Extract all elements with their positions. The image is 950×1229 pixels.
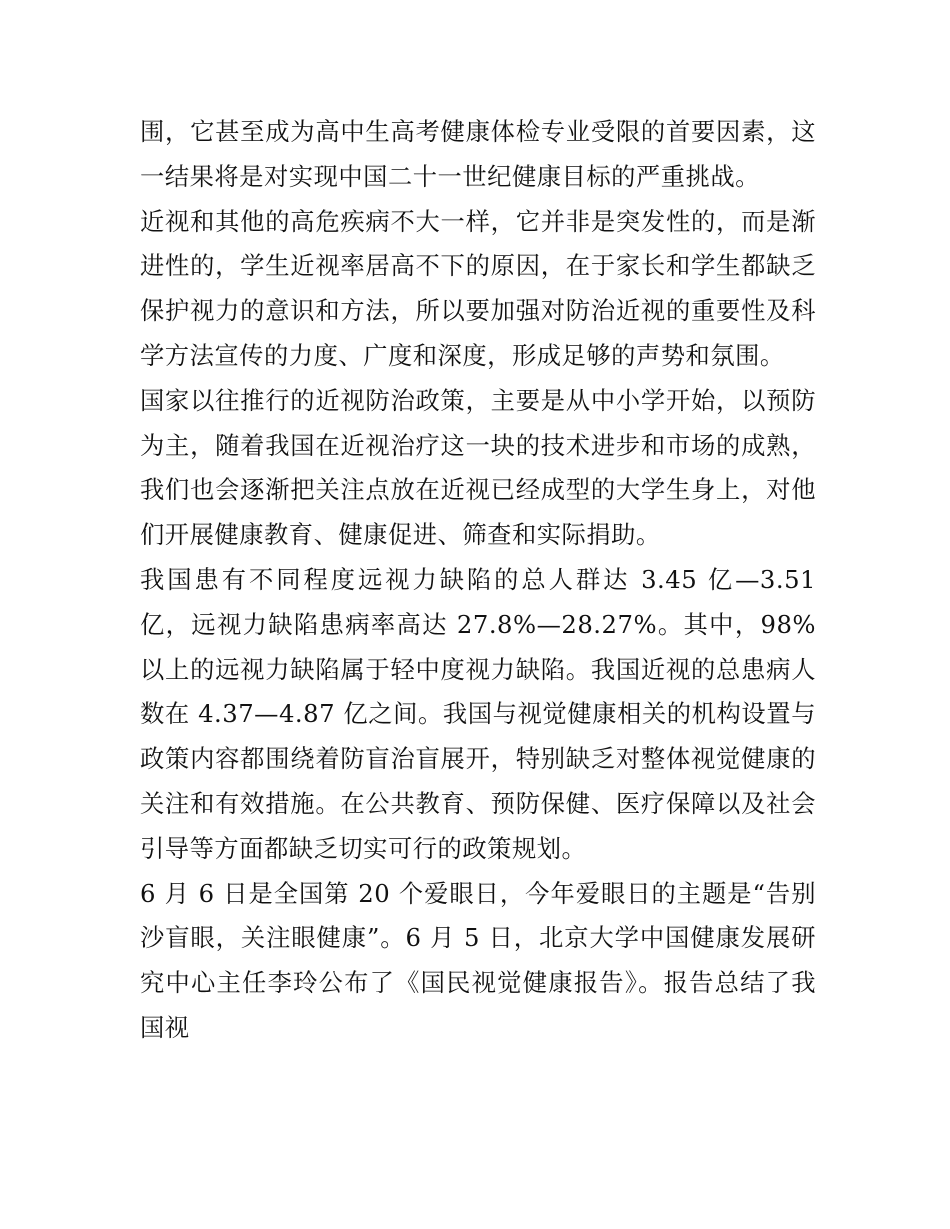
- document-body: [140, 110, 816, 1051]
- paragraph-1: 围，它甚至成为高中生高考健康体检专业受限的首要因素，这一结果将是对实现中国二十一世纪健康目标的严重挑战。: [140, 117, 816, 191]
- paragraph-4: 我国患有不同程度远视力缺陷的总人群达 3.45 亿—3.51 亿，远视力缺陷患病率高达 27.8%—28.27%。其中，98%以上的远视力缺陷属于轻中度视力缺陷。我国近视的总患病人数在 4.37—4.87 亿之间。我国与视觉健康相关的机构设置与政策内容都围绕着防盲治盲展开，特别缺乏对整体视觉健康的关注和有效措施。在公共教育、预防保健、医疗保障以及社会引导等方面都缺乏切实可行的政策规划。: [140, 564, 816, 863]
- paragraph-3: 国家以往推行的近视防治政策，主要是从中小学开始，以预防为主，随着我国在近视治疗这一块的技术进步和市场的成熟，我们也会逐渐把关注点放在近视已经成型的大学生身上，对他们开展健康教育、健康促进、筛查和实际捐助。: [140, 385, 816, 550]
- paragraph-2: 近视和其他的高危疾病不大一样，它并非是突发性的，而是渐进性的，学生近视率居高不下的原因，在于家长和学生都缺乏保护视力的意识和方法，所以要加强对防治近视的重要性及科学方法宣传的力度、广度和深度，形成足够的声势和氛围。: [140, 206, 816, 370]
- paragraph-5: 6 月 6 日是全国第 20 个爱眼日，今年爱眼日的主题是“告别沙盲眼，关注眼健康”。6 月 5 日，北京大学中国健康发展研究中心主任李玲公布了《国民视觉健康报告》。报告总结了我国视: [140, 878, 816, 1042]
